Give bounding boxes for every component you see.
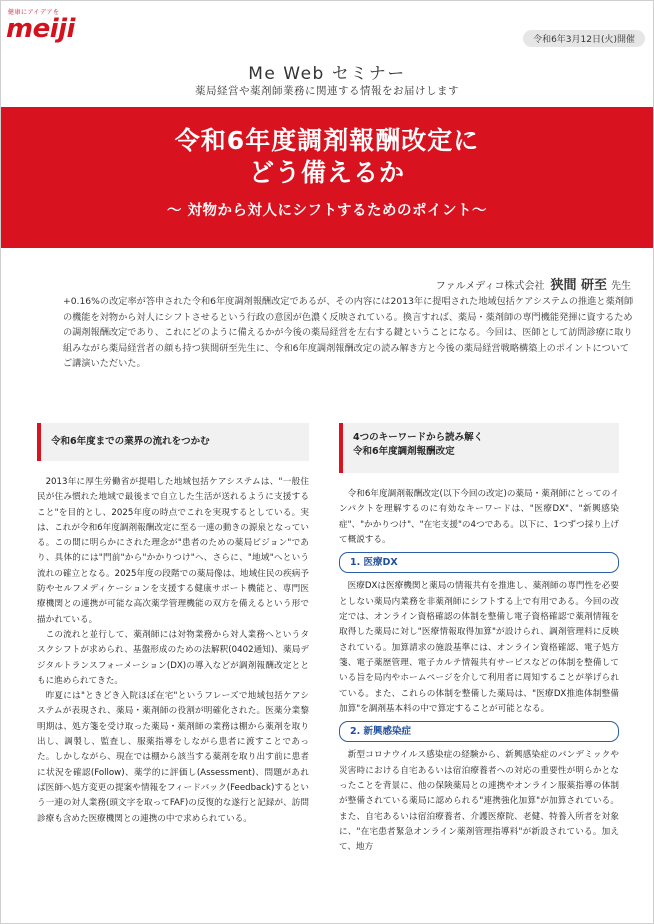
brand-tagline: 健康にアイデアを <box>8 9 60 16</box>
main-title-line2: どう備えるか <box>248 158 405 187</box>
section-heading: 令和6年度までの業界の流れをつかむ <box>37 423 309 461</box>
speaker-honorific: 先生 <box>611 281 631 292</box>
section-body <box>37 475 309 827</box>
section-heading <box>339 423 619 473</box>
section-heading-line2: 令和6年度調剤報酬改定 <box>353 446 455 457</box>
main-subtitle: ～ 対物から対人にシフトするためのポイント～ <box>166 203 488 219</box>
right-column <box>339 423 619 856</box>
speaker-credit <box>436 274 631 293</box>
body-paragraph: この流れと並行して、薬剤師には対物業務から対人業務へというタスクシフトが求められ、基盤形成のための法解釈(0402通知)、薬局デジタルトランスフォーメーション(DX)の導入などが調剤報酬改定とともに進められてきた。 <box>37 629 309 686</box>
subheading-emerging-infection: 2. 新興感染症 <box>339 721 619 742</box>
main-title-line1: 令和6年度調剤報酬改定に <box>174 126 480 155</box>
seminar-subtitle: 薬局経営や薬剤師業務に関連する情報をお届けします <box>195 85 459 97</box>
left-column <box>37 423 309 827</box>
title-banner <box>1 107 653 248</box>
brand-wordmark: meiji <box>6 14 75 44</box>
lead-paragraph: +0.16%の改定率が答申された令和6年度調剤報酬改定であるが、その内容には2013年に提唱された地域包括ケアシステムの推進と薬剤師の機能を対物から対人にシフトさせるという行政の意図が色濃く反映されている。換言すれば、薬局・薬剤師の専門機能発揮に資するための調剤報酬改定であり、これにどのように備えるかが今後の薬局経営を左右する鍵ということになる。今回は、医師として訪問診療に取り組みながら薬局経営者の顔も持つ狭間研至先生に、令和6年度調剤報酬改定の読み解き方と今後の薬局経営戦略構築上のポイントについてご講演いただいた。 <box>63 296 634 369</box>
meiji-logo <box>6 7 106 42</box>
subheading-medical-dx: 1. 医療DX <box>339 552 619 573</box>
body-paragraph: 昨夏には"ときどき入院ほぼ在宅"というフレーズで地域包括ケアシステムが表現され、薬局・薬剤師の役割が明確化された。医薬分業黎明期は、処方箋を受け取った薬局・薬剤師の業務は棚から薬剤を取り出し、調製し、監査し、服薬指導をしながら患者に渡すことであった。しかしながら、現在では棚から該当する薬剤を取り出す前に患者に状況を確認(Follow)、薬学的に評価し(Assessment)、問題があれば医師へ処方変更の提案や情報をフィードバック(Feedback)するという一連の対人業務(頭文字を取ってFAF)の反復的な遂行と記録が、訪問診療も含めた医療機関との連携の中で求められている。 <box>37 691 309 824</box>
section-body <box>339 487 619 856</box>
body-paragraph: 新型コロナウイルス感染症の経験から、新興感染症のパンデミックや災害時における自宅あるいは宿泊療養者への対応の重要性が明らかとなったことを背景に、他の保険薬局との連携やオンライン服薬指導の体制が整備されている薬局に認められる"連携強化加算"が加算されている。また、自宅あるいは宿泊療養者、介護医療院、老健、特養入所者を対象に、"在宅患者緊急オンライン薬剤管理指導料"が新設されている。加えて、地方 <box>339 750 619 853</box>
event-date-badge: 令和6年3月12日(火)開催 <box>523 30 645 47</box>
seminar-title: Me Web セミナー <box>248 64 406 84</box>
body-paragraph: 2013年に厚生労働省が提唱した地域包括ケアシステムは、"一般住民が住み慣れた地域で最後まで自立した生活が送れるように支援すること"を目的とし、2025年度の時点でこれを実現するとしている。実は、これが令和6年度調剤報酬改定に至る一連の動きの源泉となっている。この間に明らかにされた理念が"患者のための薬局ビジョン"であり、具体的には"門前"から"かかりつけ"へ、さらに、"地域"へという流れの確立となる。2025年度の段階での薬局像は、地域住民の疾病予防やセルフメディケーションを支援する健康サポート機能と、専門医療機関との連携が可能な高次薬学管理機能の双方を備えるという形で描かれている。 <box>37 477 309 625</box>
body-paragraph: 医療DXは医療機関と薬局の情報共有を推進し、薬剤師の専門性を必要としない薬局内業務を非薬剤師にシフトする上で有用である。今回の改定では、オンライン資格確認の体制を整備し電子資格確認で薬剤情報を取得した薬局に対し"医療情報取得加算"が設けられ、調剤管理料に反映されている。加算請求の施設基準には、オンライン資格確認、電子処方箋、電子薬歴管理、電子カルテ情報共有サービスなどの体制を整備している旨を局内やホームページを介して利用者に周知することが挙げられている。また、これらの体制を整備した薬局は、"医療DX推進体制整備加算"を調剤基本料の中で算定することが可能となる。 <box>339 581 619 714</box>
section-heading-line1: 4つのキーワードから読み解く <box>353 432 484 443</box>
speaker-company: ファルメディコ株式会社 <box>435 281 545 292</box>
speaker-name: 狭間 研至 <box>550 278 607 293</box>
body-paragraph: 令和6年度調剤報酬改定(以下今回の改定)の薬局・薬剤師にとってのインパクトを理解するのに有効なキーワードは、"医療DX"、"新興感染症"、"かかりつけ"、"在宅支援"の4つである。以下に、1つずつ採り上げて概説する。 <box>339 489 619 545</box>
